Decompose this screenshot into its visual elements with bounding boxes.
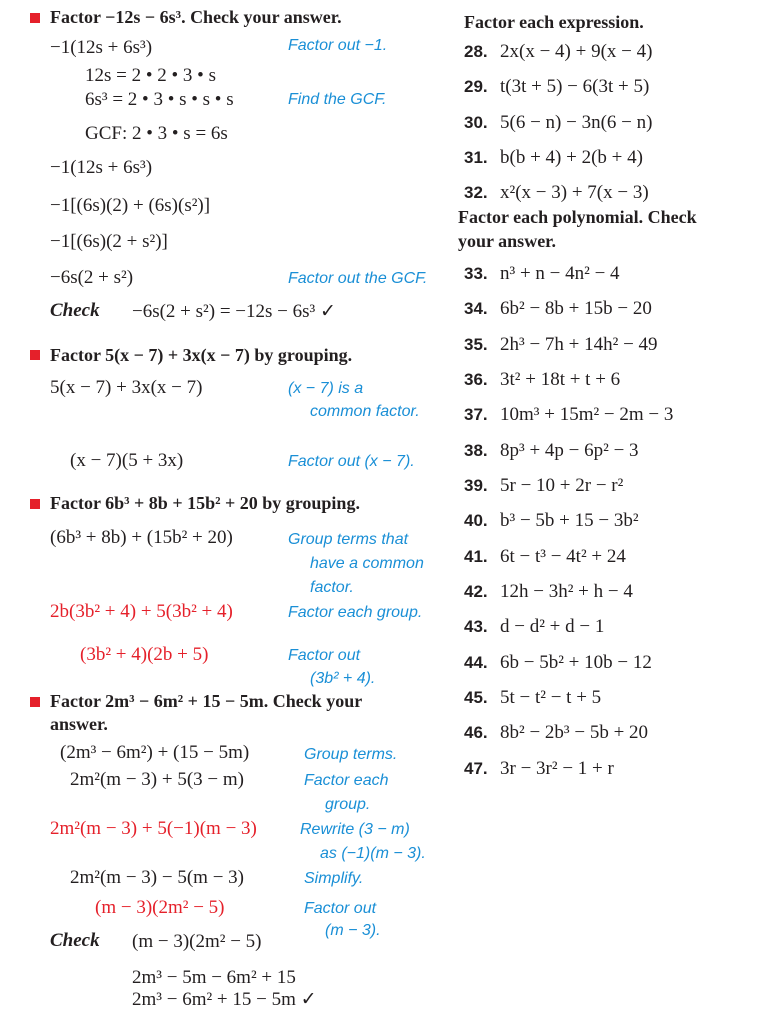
bullet-icon: [30, 697, 40, 707]
example1-step: −1[(6s)(2 + s²)]: [50, 231, 168, 252]
example4-note: Simplify.: [304, 870, 364, 887]
section2-title: Factor each polynomial. Check: [458, 207, 697, 227]
exercise-item: [464, 474, 623, 498]
example4-note: Factor out: [304, 900, 377, 917]
exercise-number: 38.: [464, 441, 488, 460]
exercise-text: 5t − t² − t + 5: [500, 687, 602, 708]
exercise-text: 12h − 3h² + h − 4: [500, 581, 633, 602]
exercise-text: 6t − t³ − 4t² + 24: [500, 546, 626, 567]
example4-note: Factor each: [304, 772, 389, 789]
section1-title: Factor each expression.: [464, 12, 644, 32]
example3-note: factor.: [310, 579, 354, 596]
exercise-text: 6b² − 8b + 15b − 20: [500, 298, 652, 319]
exercise-item: [464, 181, 649, 205]
exercise-text: 10m³ + 15m² − 2m − 3: [500, 404, 674, 425]
example1-note: Factor out −1.: [288, 37, 388, 54]
example1-check: −6s(2 + s²) = −12s − 6s³ ✓: [132, 301, 336, 322]
check-label: Check: [50, 300, 100, 321]
example4-step: 2m²(m − 3) + 5(3 − m): [70, 769, 244, 790]
exercise-number: 45.: [464, 688, 488, 707]
example1-step: −1[(6s)(2) + (6s)(s²)]: [50, 195, 211, 216]
exercise-number: 46.: [464, 723, 488, 742]
section2-title: your answer.: [458, 231, 557, 251]
exercise-item: [464, 580, 633, 604]
example4-step: (2m³ − 6m²) + (15 − 5m): [60, 742, 250, 763]
exercise-item: [464, 615, 604, 639]
example4-note: as (−1)(m − 3).: [320, 845, 426, 862]
exercise-text: t(3t + 5) − 6(3t + 5): [500, 76, 650, 97]
exercise-text: 2x(x − 4) + 9(x − 4): [500, 41, 653, 62]
example2-note: (x − 7) is a: [288, 380, 364, 397]
exercise-number: 41.: [464, 547, 488, 566]
bullet-icon: [30, 350, 40, 360]
exercise-item: [464, 111, 652, 135]
exercise-item: [464, 297, 652, 321]
example4-step: 2m²(m − 3) − 5(m − 3): [70, 867, 244, 888]
example4-note: group.: [325, 796, 371, 813]
example1-step: −1(12s + 6s³): [50, 157, 153, 178]
example3-step: 2b(3b² + 4) + 5(3b² + 4): [50, 601, 233, 622]
exercise-item: [464, 75, 649, 99]
exercise-item: [464, 757, 614, 781]
exercise-text: 5(6 − n) − 3n(6 − n): [500, 112, 653, 133]
example1-step: GCF: 2 • 3 • s = 6s: [85, 123, 228, 144]
example4-step: (m − 3)(2m² − 5): [95, 897, 225, 918]
exercise-item: [464, 545, 626, 569]
exercise-item: [464, 333, 658, 357]
exercise-number: 47.: [464, 759, 488, 778]
exercise-text: 8p³ + 4p − 6p² − 3: [500, 440, 639, 461]
exercise-number: 30.: [464, 113, 488, 132]
exercise-number: 31.: [464, 148, 488, 167]
example4-note: Group terms.: [304, 746, 398, 763]
exercise-item: [464, 368, 620, 392]
exercise-text: d − d² + d − 1: [500, 616, 605, 637]
exercise-text: b³ − 5b + 15 − 3b²: [500, 510, 639, 531]
check-label: Check: [50, 930, 100, 951]
exercise-number: 32.: [464, 183, 488, 202]
example1-note: Factor out the GCF.: [288, 270, 428, 287]
exercise-number: 43.: [464, 617, 488, 636]
example4-note: (m − 3).: [325, 922, 381, 939]
exercise-item: [464, 721, 648, 745]
exercise-text: b(b + 4) + 2(b + 4): [500, 147, 643, 168]
example4-heading: answer.: [50, 714, 108, 734]
example1-step: −6s(2 + s²): [50, 267, 134, 288]
example4-note: Rewrite (3 − m): [300, 821, 410, 838]
exercise-number: 36.: [464, 370, 488, 389]
example2-note: Factor out (x − 7).: [288, 453, 415, 470]
exercise-number: 39.: [464, 476, 488, 495]
example2-note: common factor.: [310, 403, 420, 420]
example2-step: 5(x − 7) + 3x(x − 7): [50, 377, 203, 398]
bullet-icon: [30, 499, 40, 509]
exercise-text: 2h³ − 7h + 14h² − 49: [500, 334, 658, 355]
exercise-number: 40.: [464, 511, 488, 530]
bullet-icon: [30, 13, 40, 23]
exercise-number: 44.: [464, 653, 488, 672]
example4-step: 2m²(m − 3) + 5(−1)(m − 3): [50, 818, 257, 839]
exercise-text: 3t² + 18t + t + 6: [500, 369, 621, 390]
exercise-text: 3r − 3r² − 1 + r: [500, 758, 614, 779]
exercise-item: [464, 403, 673, 427]
exercise-text: 8b² − 2b³ − 5b + 20: [500, 722, 649, 743]
example3-note: Factor out: [288, 647, 361, 664]
exercise-item: [464, 509, 639, 533]
example3-heading: Factor 6b³ + 8b + 15b² + 20 by grouping.: [50, 493, 360, 513]
exercise-number: 34.: [464, 299, 488, 318]
exercise-text: x²(x − 3) + 7(x − 3): [500, 182, 649, 203]
example3-note: Group terms that: [288, 531, 409, 548]
example4-check: (m − 3)(2m² − 5): [132, 931, 262, 952]
exercise-item: [464, 686, 601, 710]
exercise-text: n³ + n − 4n² − 4: [500, 263, 620, 284]
example3-note: (3b² + 4).: [310, 670, 376, 687]
exercise-number: 42.: [464, 582, 488, 601]
example1-step: 6s³ = 2 • 3 • s • s • s: [85, 89, 234, 110]
example4-heading: Factor 2m³ − 6m² + 15 − 5m. Check your: [50, 691, 363, 711]
example3-note: Factor each group.: [288, 604, 423, 621]
exercise-text: 6b − 5b² + 10b − 12: [500, 652, 652, 673]
exercise-item: [464, 262, 620, 286]
example1-heading: Factor −12s − 6s³. Check your answer.: [50, 7, 342, 27]
exercise-item: [464, 439, 639, 463]
example4-check: 2m³ − 6m² + 15 − 5m ✓: [132, 989, 317, 1010]
exercise-number: 33.: [464, 264, 488, 283]
exercise-number: 28.: [464, 42, 488, 61]
exercise-number: 35.: [464, 335, 488, 354]
example4-check: 2m³ − 5m − 6m² + 15: [132, 967, 296, 988]
example2-step: (x − 7)(5 + 3x): [70, 450, 184, 471]
example3-note: have a common: [310, 555, 424, 572]
example3-step: (3b² + 4)(2b + 5): [80, 644, 209, 665]
exercise-item: [464, 651, 652, 675]
example1-note: Find the GCF.: [288, 91, 387, 108]
example1-step: −1(12s + 6s³): [50, 37, 153, 58]
exercise-item: [464, 40, 652, 64]
exercise-number: 29.: [464, 77, 488, 96]
example2-heading: Factor 5(x − 7) + 3x(x − 7) by grouping.: [50, 345, 353, 365]
exercise-text: 5r − 10 + 2r − r²: [500, 475, 624, 496]
example3-step: (6b³ + 8b) + (15b² + 20): [50, 527, 233, 548]
exercise-item: [464, 146, 643, 170]
example1-step: 12s = 2 • 2 • 3 • s: [85, 65, 216, 86]
exercise-number: 37.: [464, 405, 488, 424]
